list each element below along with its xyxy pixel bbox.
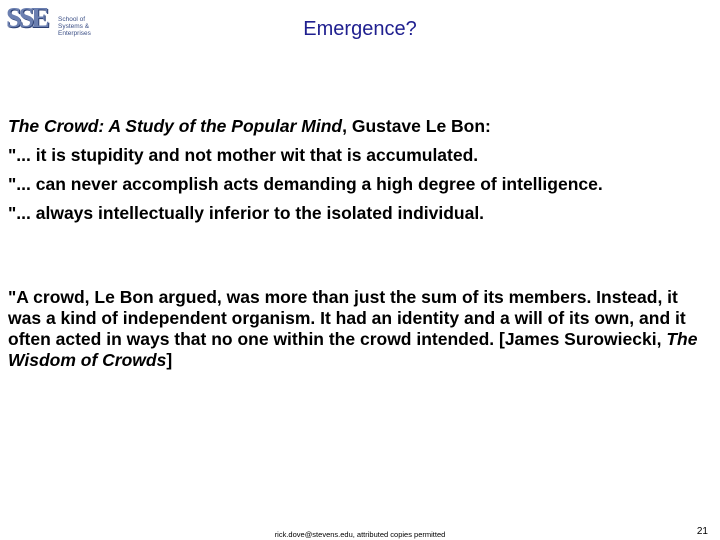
- footer-credit: rick.dove@stevens.edu, attributed copies permitted: [274, 530, 446, 539]
- paragraph-book-title: The Wisdom of Crowds: [8, 329, 698, 370]
- paragraph-text: "A crowd, Le Bon argued, was more than just the sum of its members. Instead, it was a kind of independent organism. It had an identity and a will of its own, and it often acted in ways that no one within the crowd intended. [James Surowiecki,: [8, 287, 686, 349]
- sse-logo-mark: SSE: [6, 3, 47, 34]
- book-title: The Crowd: A Study of the Popular Mind: [8, 116, 343, 136]
- slide-title: [0, 18, 720, 41]
- logo-text-line2: Systems & Enterprises: [58, 23, 91, 37]
- slide-title-text: Emergence?: [303, 18, 417, 40]
- quote-line: "... can never accomplish acts demanding a high degree of intelligence.: [8, 174, 603, 194]
- paragraph-close: ]: [166, 350, 173, 370]
- le-bon-quote-block: [8, 112, 708, 228]
- quote-line: "... always intellectually inferior to the isolated individual.: [8, 203, 485, 223]
- surowiecki-paragraph: [8, 287, 698, 371]
- page-number: 21: [696, 526, 708, 537]
- book-author: , Gustave Le Bon:: [342, 116, 491, 136]
- quote-line: "... it is stupidity and not mother wit that is accumulated.: [8, 145, 479, 165]
- logo-text-line1: School of: [58, 16, 86, 23]
- quote-source-line: [8, 112, 708, 141]
